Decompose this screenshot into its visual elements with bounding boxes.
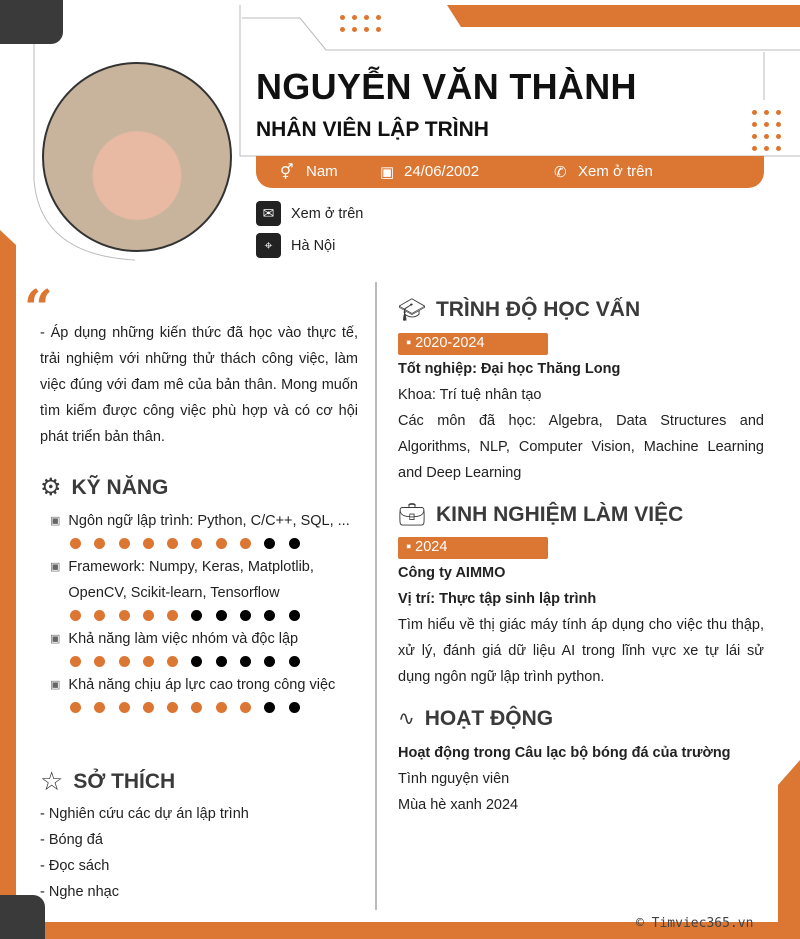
position: Vị trí: Thực tập sinh lập trình — [398, 591, 597, 607]
rating-dot — [216, 702, 227, 713]
education-body — [398, 356, 764, 486]
bullet-icon: ▣ — [50, 679, 61, 691]
rating-dot — [240, 610, 251, 621]
experience-desc: Tìm hiểu về thị giác máy tính áp dụng cho việc thu thập, xử lý, đánh giá dữ liệu AI trong lĩnh vực xe tự lái sử dụng ngôn ngữ lập trình python. — [398, 617, 764, 685]
activities-heading: ∿ HOẠT ĐỘNG — [398, 706, 554, 730]
email-icon: ✉ — [256, 201, 281, 226]
candidate-name: NGUYỄN VĂN THÀNH — [256, 66, 637, 107]
address: Hà Nội — [291, 237, 336, 254]
experience-period: ▪ 2024 — [398, 537, 548, 559]
hobbies-list — [40, 801, 249, 905]
rating-dot — [264, 656, 275, 667]
rating-dot — [216, 656, 227, 667]
rating-dot — [216, 610, 227, 621]
graduation-cap-icon: 🎓︎ — [398, 297, 426, 322]
briefcase-icon: 💼︎ — [398, 502, 426, 527]
skill-item — [50, 672, 350, 713]
gear-icon: ⚙ — [40, 474, 62, 501]
activity-pulse-icon: ∿ — [398, 708, 415, 730]
activity-role: Tình nguyện viên — [398, 771, 510, 787]
skills-list — [50, 508, 350, 718]
rating-dot — [240, 656, 251, 667]
rating-dot — [70, 702, 81, 713]
rating-dot — [143, 538, 154, 549]
rating-dot — [289, 702, 300, 713]
activity-event: Mùa hè xanh 2024 — [398, 797, 519, 813]
activity-org: Hoạt động trong Câu lạc bộ bóng đá của trường — [398, 745, 731, 761]
rating-dot — [264, 702, 275, 713]
rating-dot — [191, 538, 202, 549]
skill-label: Ngôn ngữ lập trình: Python, C/C++, SQL, ... — [68, 513, 350, 529]
info-bar — [256, 156, 764, 188]
rating-dot — [143, 656, 154, 667]
star-icon: ☆ — [40, 766, 64, 796]
phone: Xem ở trên — [578, 163, 653, 180]
experience-heading: 💼︎ KINH NGHIỆM LÀM VIỆC — [398, 502, 684, 527]
skill-rating — [70, 538, 350, 549]
column-divider — [375, 282, 377, 910]
rating-dot — [143, 610, 154, 621]
skill-label: Khả năng làm việc nhóm và độc lập — [68, 631, 299, 647]
contact-email — [256, 201, 363, 226]
experience-body — [398, 560, 764, 690]
rating-dot — [191, 610, 202, 621]
rating-dot — [240, 702, 251, 713]
rating-dot — [94, 538, 105, 549]
skill-rating — [70, 702, 350, 713]
job-title: NHÂN VIÊN LẬP TRÌNH — [256, 118, 489, 141]
phone-icon: ✆ — [554, 164, 567, 181]
school: Tốt nghiệp: Đại học Thăng Long — [398, 361, 621, 377]
rating-dot — [94, 610, 105, 621]
education-period: ▪ 2020-2024 — [398, 333, 548, 355]
rating-dot — [70, 656, 81, 667]
skill-item — [50, 508, 350, 549]
activities-body — [398, 740, 764, 818]
skills-heading: ⚙ KỸ NĂNG — [40, 474, 169, 501]
corner-block-bottom — [0, 895, 45, 939]
rating-dot — [289, 538, 300, 549]
hobbies-heading: ☆ SỞ THÍCH — [40, 766, 176, 796]
rating-dot — [167, 610, 178, 621]
left-stripe — [0, 230, 16, 939]
skill-rating — [70, 610, 350, 621]
skill-label: Khả năng chịu áp lực cao trong công việc — [68, 677, 336, 693]
education-heading: 🎓︎ TRÌNH ĐỘ HỌC VẤN — [398, 297, 641, 322]
contact-address — [256, 233, 335, 258]
skill-item — [50, 626, 350, 667]
hobby-item: - Bóng đá — [40, 832, 103, 848]
rating-dot — [119, 538, 130, 549]
company: Công ty AIMMO — [398, 565, 506, 581]
bullet-icon: ▣ — [50, 633, 61, 645]
rating-dot — [264, 610, 275, 621]
rating-dot — [94, 656, 105, 667]
rating-dot — [119, 610, 130, 621]
rating-dot — [70, 610, 81, 621]
location-icon: ⌖ — [256, 233, 281, 258]
rating-dot — [70, 538, 81, 549]
rating-dot — [167, 702, 178, 713]
objective-text: - Áp dụng những kiến thức đã học vào thực tế, trải nghiệm với những thử thách công việc, làm việc đúng với đam mê của bản thân. Mong muốn tìm kiếm được công việc phù hợp và có cơ hội phát triển bản thân. — [40, 325, 358, 445]
gender-icon: ⚥ — [280, 164, 294, 181]
quote-icon: “ — [24, 278, 53, 337]
rating-dot — [264, 538, 275, 549]
email: Xem ở trên — [291, 205, 364, 222]
rating-dot — [289, 610, 300, 621]
bullet-icon: ▣ — [50, 515, 61, 527]
rating-dot — [119, 656, 130, 667]
dots-decoration — [752, 110, 781, 151]
calendar-icon: ▣ — [380, 164, 395, 181]
rating-dot — [216, 538, 227, 549]
courses: Các môn đã học: Algebra, Data Structures and Algorithms, NLP, Computer Vision, Machine Learning and Deep Learning — [398, 413, 764, 481]
hobby-item: - Đọc sách — [40, 858, 110, 874]
avatar — [42, 62, 232, 252]
rating-dot — [119, 702, 130, 713]
faculty: Khoa: Trí tuệ nhân tạo — [398, 387, 542, 403]
dots-decoration — [340, 15, 381, 32]
rating-dot — [167, 656, 178, 667]
right-stripe — [778, 760, 800, 939]
gender: Nam — [306, 163, 338, 180]
copyright: © Timviec365.vn — [636, 916, 754, 931]
skill-rating — [70, 656, 350, 667]
bullet-icon: ▣ — [50, 561, 61, 573]
birthday: 24/06/2002 — [404, 163, 480, 180]
rating-dot — [289, 656, 300, 667]
hobby-item: - Nghe nhạc — [40, 884, 119, 900]
rating-dot — [240, 538, 251, 549]
rating-dot — [191, 702, 202, 713]
skill-item — [50, 554, 350, 621]
rating-dot — [167, 538, 178, 549]
hobby-item: - Nghiên cứu các dự án lập trình — [40, 806, 249, 822]
skill-label: Framework: Numpy, Keras, Matplotlib, OpenCV, Scikit-learn, Tensorflow — [68, 559, 314, 601]
rating-dot — [143, 702, 154, 713]
rating-dot — [191, 656, 202, 667]
rating-dot — [94, 702, 105, 713]
